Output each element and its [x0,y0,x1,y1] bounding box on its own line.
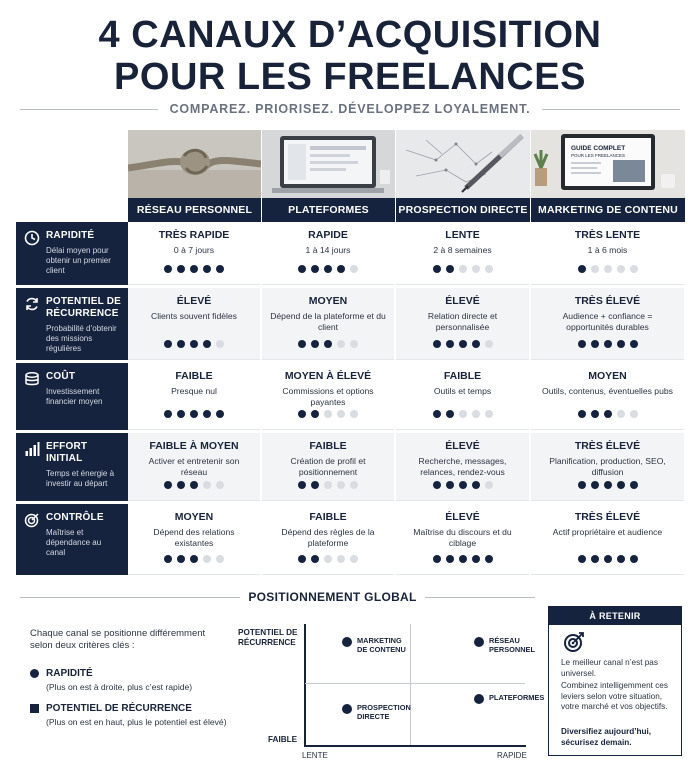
table-cell [396,433,529,501]
rating-dot [472,410,480,418]
cell-level: ÉLEVÉ [445,511,480,523]
table-cell [531,288,684,360]
rating-dots [128,340,260,348]
cell-description: Dépend de la plateforme et du client [270,311,386,332]
rating-dot [350,555,358,563]
x-axis-line [304,745,526,747]
rating-dot [298,265,306,273]
row-title: EFFORT INITIAL [46,441,88,464]
cell-level: ÉLEVÉ [445,295,480,307]
rating-dots [396,481,529,489]
rating-dot [591,481,599,489]
table-cell [262,433,394,501]
laptop-platform-photo [262,130,395,198]
rating-dot [630,481,638,489]
rating-dot [190,481,198,489]
rating-dot [485,481,493,489]
rating-dots [262,481,394,489]
rating-dot [630,555,638,563]
row-title: CONTRÔLE [46,512,104,523]
rating-dot [485,265,493,273]
cell-level: TRÈS ÉLEVÉ [574,295,641,307]
rating-dot [604,410,612,418]
rating-dot [591,555,599,563]
cell-description: Commissions et options payantes [282,386,374,407]
rating-dots [396,555,529,563]
rating-dot [617,265,625,273]
rating-dot [311,555,319,563]
rating-dots [531,265,684,273]
row-title: POTENTIEL DE RÉCURRENCE [46,296,122,319]
cell-description: Actif propriétaire et audience [552,527,663,537]
rating-dot [446,410,454,418]
rating-dot [617,410,625,418]
table-cell [396,222,529,285]
cell-level: FAIBLE À MOYEN [149,440,239,452]
matrix-point-label: RÉSEAU PERSONNEL [489,636,535,655]
retain-text-1: Le meilleur canal n’est pas universel. [561,658,658,678]
rating-dot [591,410,599,418]
positioning-title: POSITIONNEMENT GLOBAL [248,590,417,604]
page-title-line-2: POUR LES FREELANCES [114,56,586,98]
cell-description: Outils et temps [433,386,492,396]
row-description: Probabilité d’obtenir des missions régulières [46,324,117,353]
cell-level: TRÈS RAPIDE [158,229,230,241]
matrix-point [342,637,352,647]
rating-dots [396,265,529,273]
rating-dot [337,481,345,489]
criterion-speed [30,667,240,693]
rating-dots [128,265,260,273]
x-axis-low-label: LENTE [302,751,328,760]
rating-dot [216,555,224,563]
table-cell [396,288,529,360]
rating-dots [531,410,684,418]
table-cell [262,363,394,430]
rating-dots [262,265,394,273]
row-label [16,504,128,575]
retain-box [548,606,682,756]
cell-level: LENTE [445,229,480,241]
rating-dot [472,555,480,563]
cell-description: Presque nul [171,386,217,396]
rating-dot [459,481,467,489]
criterion-name: POTENTIEL DE RÉCURRENCE [46,703,192,714]
rating-dot [311,410,319,418]
row-label [16,222,128,285]
cell-level: MOYEN À ÉLEVÉ [284,370,372,382]
matrix-point-label: PROSPECTION DIRECTE [357,702,411,721]
cell-description: Recherche, messages, relances, rendez-vous [418,456,507,477]
rating-dot [190,410,198,418]
rating-dots [262,410,394,418]
rating-dots [262,340,394,348]
cell-description: 1 à 14 jours [305,245,351,255]
rating-dot [177,481,185,489]
rating-dot [350,481,358,489]
rating-dot [216,481,224,489]
rating-dot [578,481,586,489]
rating-dot [604,481,612,489]
target-icon [24,512,40,528]
rating-dots [128,481,260,489]
rating-dot [433,481,441,489]
row-description: Temps et énergie à investir au départ [46,469,115,488]
rating-dot [604,340,612,348]
x-axis-high-label: RAPIDE [497,751,527,760]
row-description: Investissement financier moyen [46,387,103,406]
rating-dot [164,265,172,273]
cell-level: MOYEN [174,511,214,523]
rating-dot [203,340,211,348]
rating-dot [311,481,319,489]
table-cell [396,363,529,430]
rating-dot [459,265,467,273]
quadrant-divider-horizontal [305,683,525,684]
subtitle-row [0,100,700,118]
cell-level: TRÈS LENTE [574,229,641,241]
column-header-prospection-directe: PROSPECTION DIRECTE [396,198,530,222]
cell-level: FAIBLE [443,370,482,382]
rating-dots [531,481,684,489]
square-marker-icon [30,704,39,713]
table-cell [262,222,394,285]
column-header-plateformes: PLATEFORMES [262,198,395,222]
cell-description: Planification, production, SEO, diffusion [549,456,666,477]
rating-dot [446,481,454,489]
rating-dot [203,265,211,273]
rating-dot [433,265,441,273]
rating-dot [177,265,185,273]
y-axis-label: POTENTIEL DE RÉCURRENCE [238,628,298,647]
rating-dot [617,340,625,348]
rating-dots [128,410,260,418]
row-label [16,433,128,501]
cell-description: Audience + confiance = opportunités durables [562,311,653,332]
rating-dot [203,481,211,489]
target-icon [563,631,585,653]
table-cell [396,504,529,575]
rating-dot [485,410,493,418]
rating-dots [396,410,529,418]
rating-dot [630,265,638,273]
rating-dot [298,410,306,418]
cell-description: Relation directe et personnalisée [427,311,498,332]
rating-dot [617,481,625,489]
table-cell [128,363,260,430]
table-cell [128,504,260,575]
table-cell [531,433,684,501]
rating-dot [485,340,493,348]
rating-dot [324,481,332,489]
retain-text-3: Diversifiez aujourd’hui, sécurisez demain. [561,727,652,747]
rating-dot [298,555,306,563]
rating-dot [177,340,185,348]
cell-level: FAIBLE [175,370,213,382]
matrix-point [474,637,484,647]
criterion-recurrence [30,702,240,728]
rating-dot [459,340,467,348]
criterion-note: (Plus on est à droite, plus c’est rapide) [46,682,193,692]
rating-dots [531,340,684,348]
rating-dot [578,340,586,348]
row-description: Maîtrise et dépendance au canal [46,528,102,557]
rating-dot [324,410,332,418]
column-header-reseau-personnel: RÉSEAU PERSONNEL [128,198,261,222]
rating-dot [578,555,586,563]
cell-description: 0 à 7 jours [173,245,215,255]
cell-description: Outils, contenus, éventuelles pubs [542,386,673,396]
rating-dot [177,555,185,563]
cell-level: FAIBLE [309,440,347,452]
rating-dot [433,555,441,563]
rating-dot [630,340,638,348]
cell-description: Activer et entretenir son réseau [148,456,240,477]
criterion-note: (Plus on est en haut, plus le potentiel est élevé) [46,717,227,727]
rating-dot [578,410,586,418]
cell-description: Maîtrise du discours et du ciblage [413,527,512,548]
rating-dot [324,555,332,563]
rating-dot [617,555,625,563]
cell-level: MOYEN [308,295,348,307]
rating-dot [604,555,612,563]
divider [20,109,158,110]
cell-level: TRÈS ÉLEVÉ [574,511,641,523]
rating-dot [164,481,172,489]
rating-dot [203,555,211,563]
row-title: RAPIDITÉ [46,230,95,241]
rating-dot [433,340,441,348]
row-label [16,288,128,360]
rating-dot [459,555,467,563]
cell-description: Création de profil et positionnement [290,456,366,477]
table-cell [262,288,394,360]
rating-dot [591,265,599,273]
table-cell [128,433,260,501]
rating-dot [433,410,441,418]
matrix-point [474,694,484,704]
cell-level: ÉLEVÉ [445,440,480,452]
bar-chart-icon [24,441,40,457]
subtitle: COMPAREZ. PRIORISEZ. DÉVELOPPEZ LOYALEMENT. [169,102,531,116]
table-cell [531,363,684,430]
rating-dot [485,555,493,563]
row-label [16,363,128,430]
rating-dots [396,340,529,348]
rating-dot [177,410,185,418]
circle-marker-icon [30,669,39,678]
page-title-line-1: 4 CANAUX D’ACQUISITION [98,14,602,56]
rating-dot [446,265,454,273]
table-cell [531,504,684,575]
rating-dot [604,265,612,273]
svg-text:GUIDE COMPLET: GUIDE COMPLET [571,145,626,152]
rating-dot [350,340,358,348]
rating-dot [337,410,345,418]
rating-dot [337,265,345,273]
rating-dot [324,265,332,273]
rating-dot [337,555,345,563]
divider [425,597,535,598]
cell-level: TRÈS ÉLEVÉ [574,440,641,452]
cell-level: ÉLEVÉ [176,295,212,307]
rating-dot [459,410,467,418]
rating-dot [216,410,224,418]
pen-and-sketch-photo [396,130,530,198]
y-axis-line [304,624,306,746]
rating-dot [446,555,454,563]
cell-description: Dépend des règles de la plateforme [281,527,375,548]
table-cell [531,222,684,285]
y-axis-low-label: FAIBLE [268,735,298,744]
rating-dot [298,340,306,348]
rating-dot [164,410,172,418]
rating-dot [324,340,332,348]
matrix-point-label: PLATEFORMES [489,693,545,703]
rating-dot [337,340,345,348]
positioning-intro: Chaque canal se positionne différemment selon deux critères clés : [30,628,206,651]
rating-dot [164,555,172,563]
clock-icon [24,230,40,246]
matrix-point-label: MARKETING DE CONTENU [357,636,406,655]
column-header-marketing-de-contenu: MARKETING DE CONTENU [531,198,685,222]
laptop-guide-photo [531,130,685,198]
rating-dot [472,340,480,348]
criterion-name: RAPIDITÉ [46,668,93,679]
divider [542,109,680,110]
rating-dot [311,340,319,348]
rope-knot-photo [128,130,261,198]
cell-description: 1 à 6 mois [587,245,628,255]
rating-dot [578,265,586,273]
cell-level: FAIBLE [309,511,347,523]
svg-text:POUR LES FREELANCES: POUR LES FREELANCES [571,153,626,158]
cell-description: Clients souvent fidèles [151,311,237,321]
cell-description: 2 à 8 semaines [433,245,492,255]
rating-dot [216,265,224,273]
rating-dot [190,265,198,273]
refresh-icon [24,296,40,312]
rating-dot [446,340,454,348]
coins-icon [24,371,40,387]
rating-dots [262,555,394,563]
rating-dot [350,410,358,418]
retain-text-2: Combinez intelligemment ces leviers selon votre situation, votre marché et vos objectifs. [561,681,668,711]
table-cell [128,288,260,360]
table-cell [262,504,394,575]
rating-dot [190,340,198,348]
row-description: Délai moyen pour obtenir un premier client [46,246,111,275]
divider [20,597,240,598]
retain-title: À RETENIR [549,607,681,625]
cell-description: Dépend des relations existantes [153,527,235,548]
row-title: COÛT [46,371,76,382]
rating-dot [164,340,172,348]
rating-dot [190,555,198,563]
positioning-header [0,588,700,606]
rating-dot [298,481,306,489]
matrix-point [342,704,352,714]
rating-dots [531,555,684,563]
rating-dot [472,265,480,273]
table-cell [128,222,260,285]
rating-dot [350,265,358,273]
rating-dot [203,410,211,418]
cell-level: MOYEN [588,370,627,382]
rating-dot [630,410,638,418]
rating-dot [591,340,599,348]
cell-level: RAPIDE [308,229,348,241]
rating-dots [128,555,260,563]
rating-dot [216,340,224,348]
rating-dot [311,265,319,273]
rating-dot [472,481,480,489]
